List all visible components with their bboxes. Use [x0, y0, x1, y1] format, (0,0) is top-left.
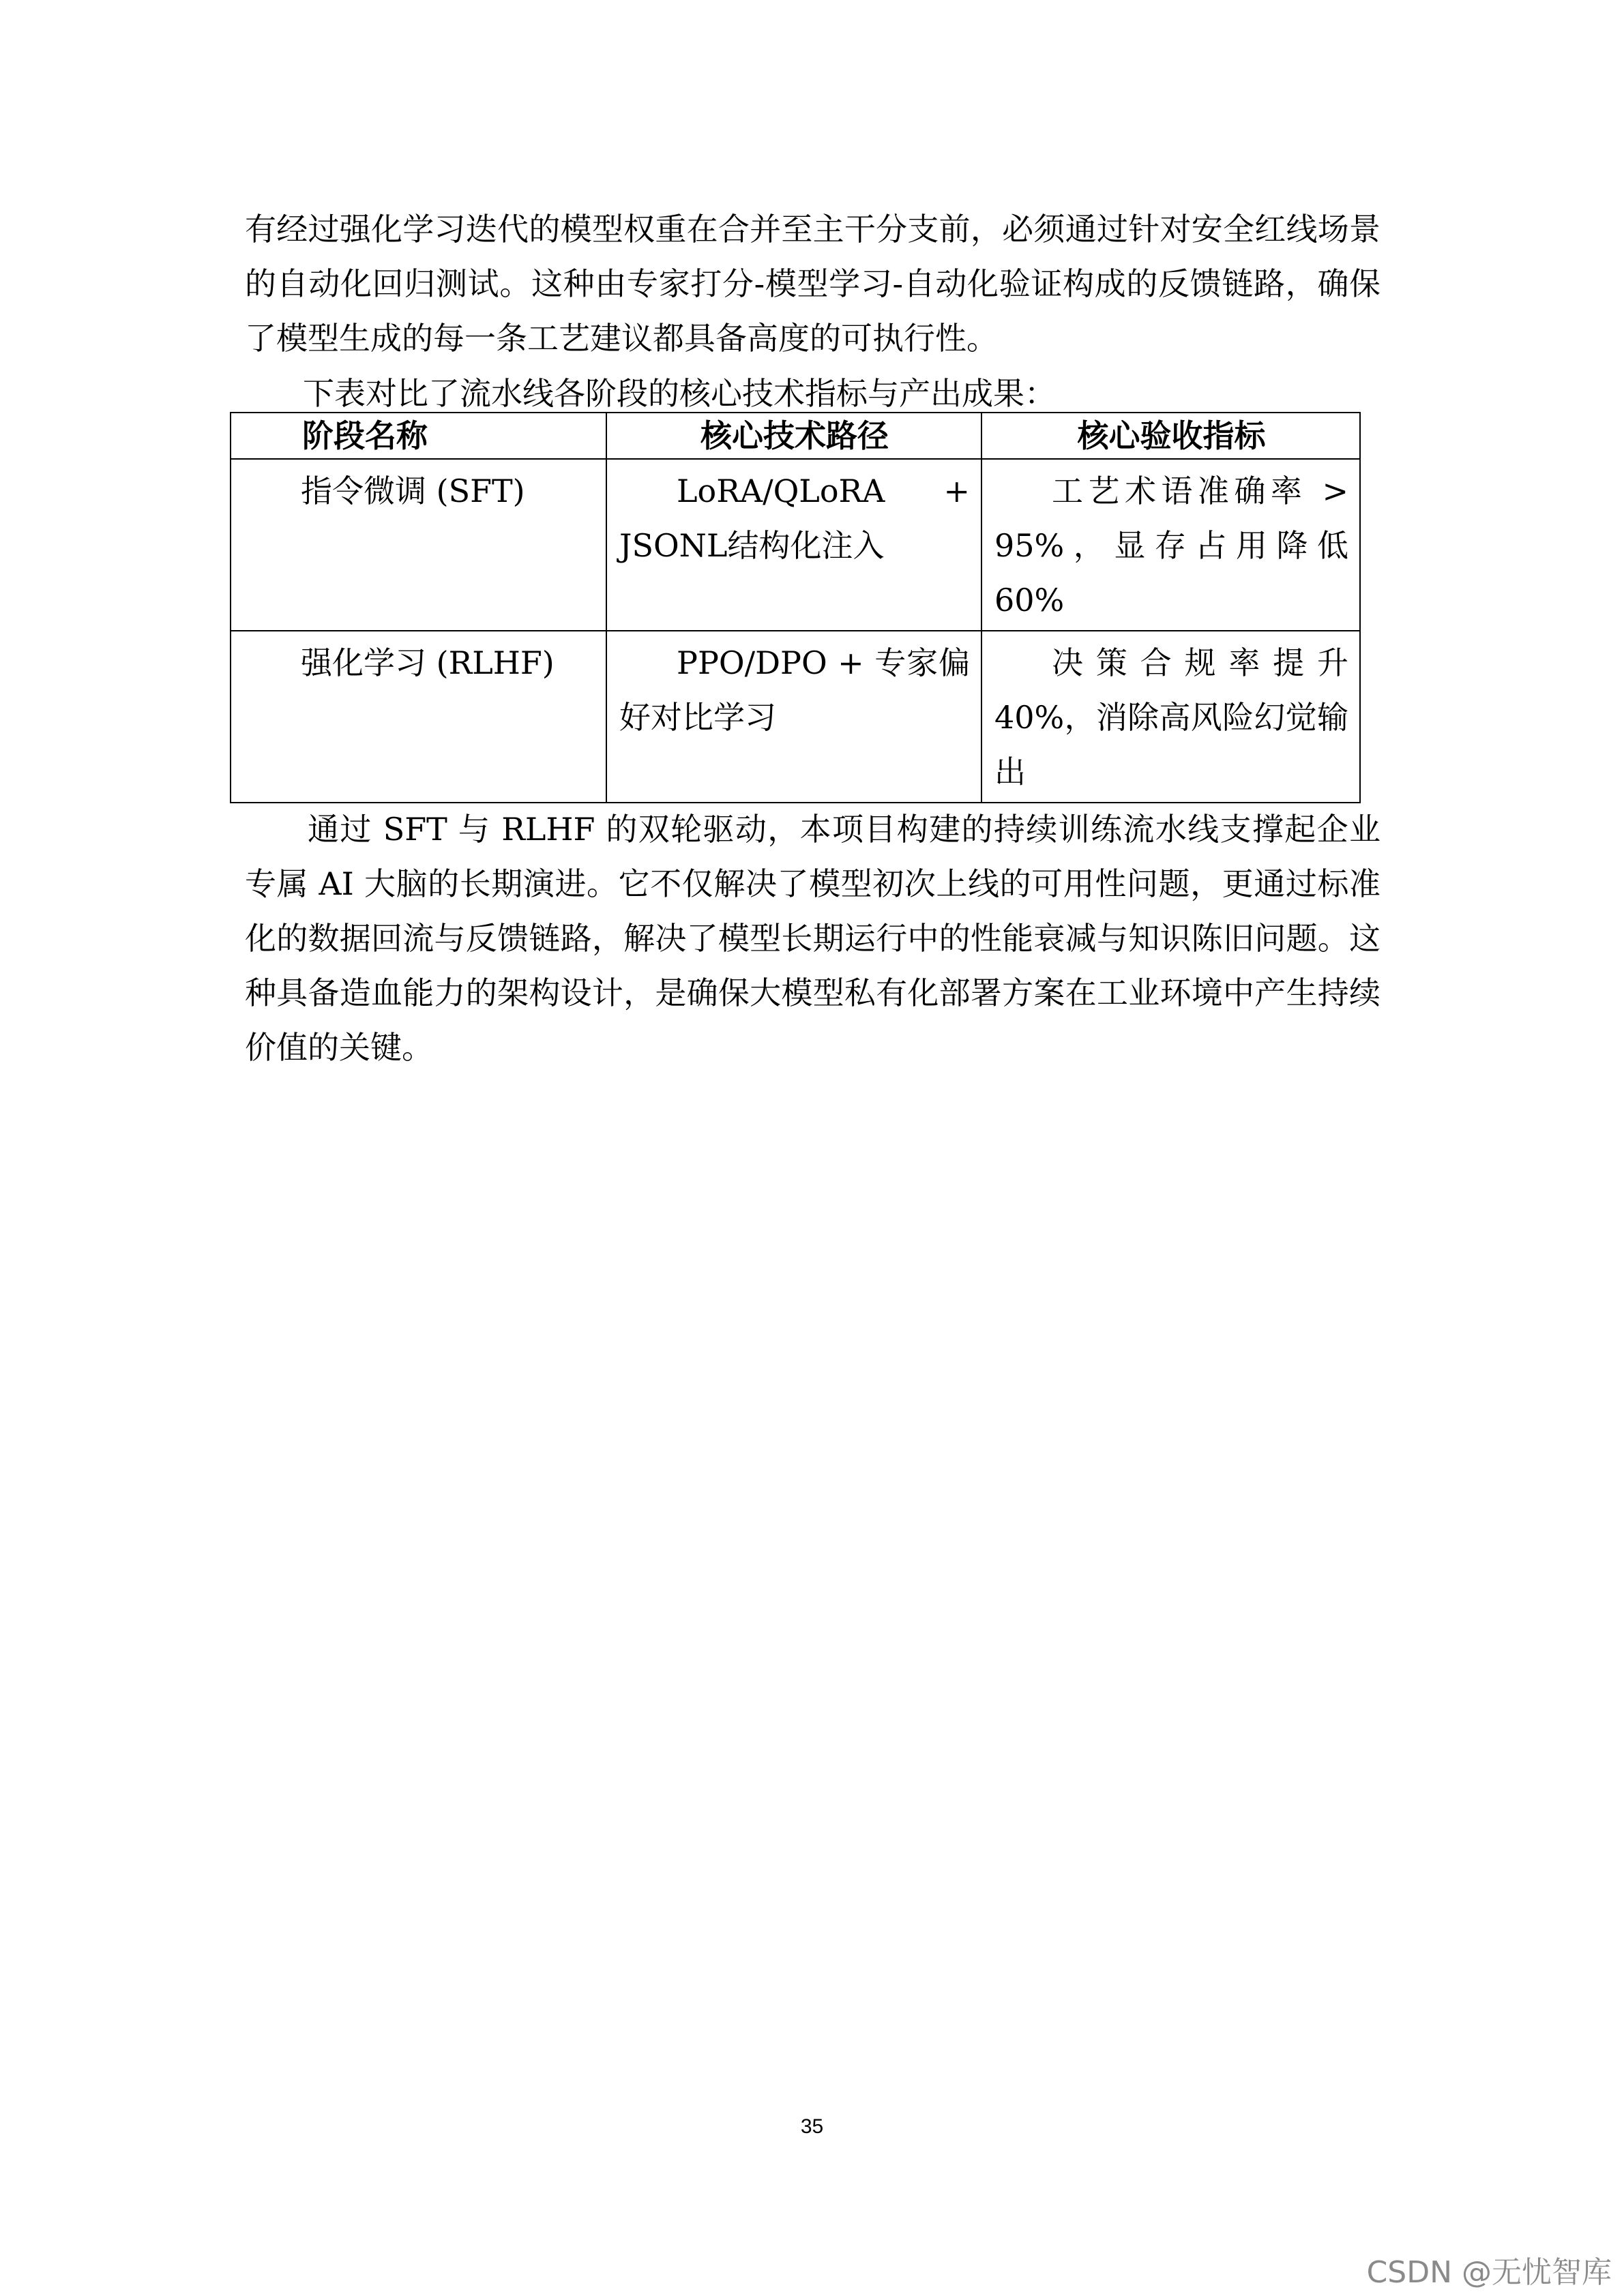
cell-metric-rlhf: 决策合规率提升 40%，消除高风险幻觉输出 [994, 644, 1348, 790]
conclusion-paragraph [245, 802, 1381, 1075]
header-tech-path: 核心技术路径 [606, 413, 981, 459]
table-row [231, 631, 1360, 803]
table-row [231, 459, 1360, 631]
cell-tech-rlhf: PPO/DPO + 专家偏好对比学习 [619, 644, 970, 736]
table-cell [231, 459, 606, 631]
cell-tech-sft: LoRA/QLoRA + JSONL结构化注入 [619, 473, 970, 564]
table-cell [981, 459, 1360, 631]
page-number: 35 [800, 2115, 824, 2138]
conclusion-text: 通过 SFT 与 RLHF 的双轮驱动，本项目构建的持续训练流水线支撑起企业专属 AI 大脑的长期演进。它不仅解决了模型初次上线的可用性问题，更通过标准化的数据回流与反馈链路，解决了模型长期运行中的性能衰减与知识陈旧问题。这种具备造血能力的架构设计，是确保大模型私有化部署方案在工业环境中产生持续价值的关键。 [245, 811, 1381, 1066]
cell-metric-sft: 工艺术语准确率 > 95%，显存占用降低 60% [994, 473, 1348, 618]
pipeline-comparison-table [230, 412, 1361, 803]
table-cell [606, 631, 981, 803]
cell-stage-sft: 指令微调 (SFT) [301, 473, 525, 509]
table-cell [231, 631, 606, 803]
table-caption: 下表对比了流水线各阶段的核心技术指标与产出成果： [303, 375, 1056, 412]
header-acceptance-metric: 核心验收指标 [981, 413, 1360, 459]
table-header-row [231, 413, 1360, 459]
table-cell [981, 631, 1360, 803]
intro-paragraph: 有经过强化学习迭代的模型权重在合并至主干分支前，必须通过针对安全红线场景的自动化回归测试。这种由专家打分-模型学习-自动化验证构成的反馈链路，确保了模型生成的每一条工艺建议都具备高度的可执行性。 [245, 211, 1381, 357]
watermark: CSDN @无忧智库 [1366, 2255, 1612, 2290]
table-cell [606, 459, 981, 631]
header-stage-name: 阶段名称 [231, 413, 606, 459]
cell-stage-rlhf: 强化学习 (RLHF) [301, 644, 555, 681]
